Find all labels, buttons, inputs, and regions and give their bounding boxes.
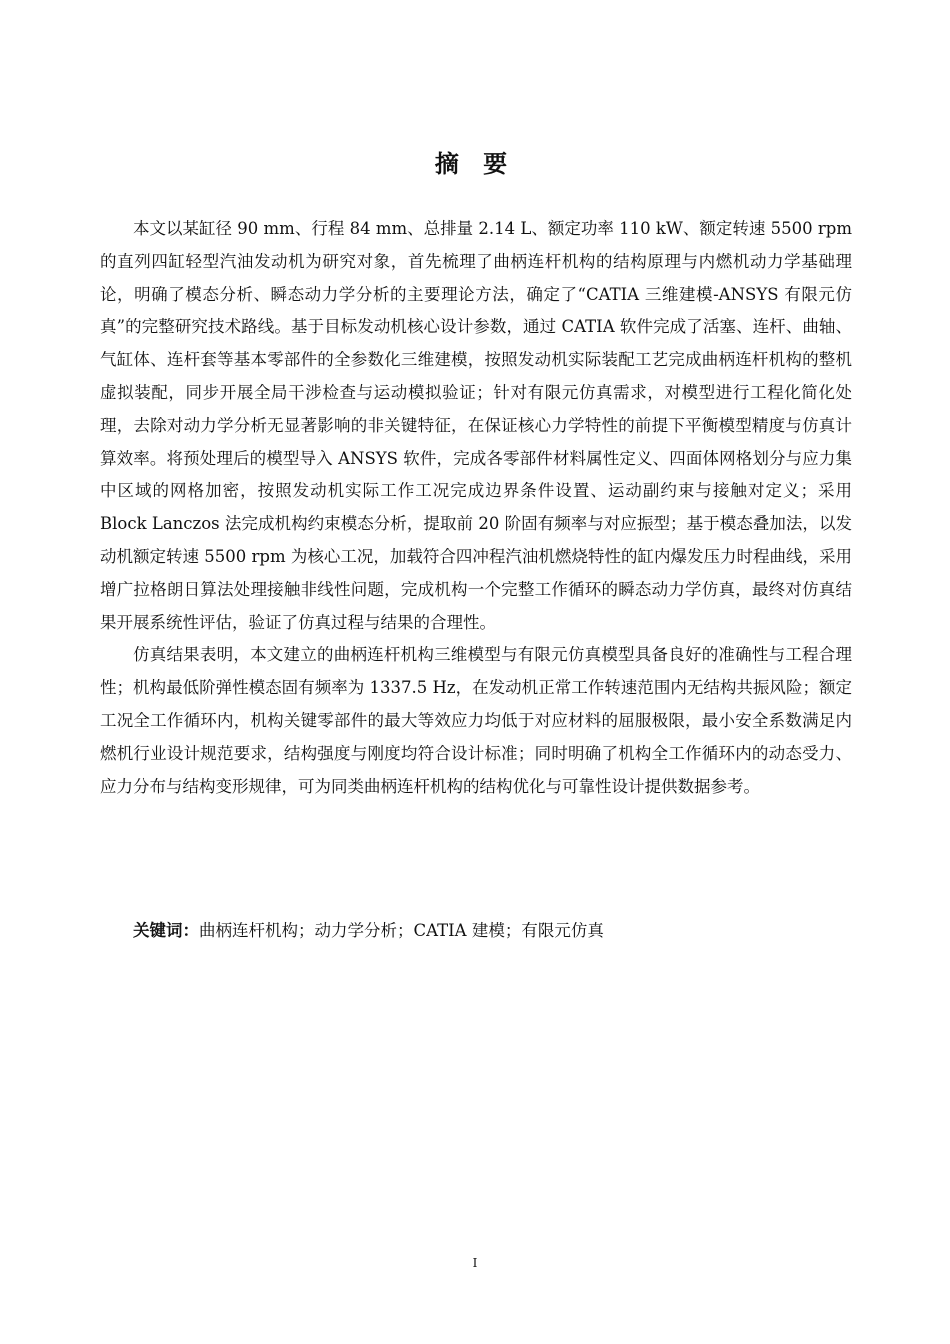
page-title: 摘 要 (434, 150, 516, 178)
page-number: I (472, 1256, 478, 1270)
keywords-text: 曲柄连杆机构；动力学分析；CATIA 建模；有限元仿真 (199, 921, 604, 940)
abstract-paragraph-1: 本文以某缸径 90 mm、行程 84 mm、总排量 2.14 L、额定功率 110 kW、额定转速 5500 rpm 的直列四缸轻型汽油发动机为研究对象，首先梳理了曲柄连杆机构的结构原理与内燃机动力学基础理论，明确了模态分析、瞬态动力学分析的主要理论方法，确定了“CATIA 三维建模-ANSYS 有限元仿真”的完整研究技术路线。基于目标发动机核心设计参数，通过 CATIA 软件完成了活塞、连杆、曲轴、气缸体、连杆套等基本零部件的全参数化三维建模，按照发动机实际装配工艺完成曲柄连杆机构的整机虚拟装配，同步开展全局干涉检查与运动模拟验证；针对有限元仿真需求，对模型进行工程化简化处理，去除对动力学分析无显著影响的非关键特征，在保证核心力学特性的前提下平衡模型精度与仿真计算效率。将预处理后的模型导入 ANSYS 软件，完成各零部件材料属性定义、四面体网格划分与应力集中区域的网格加密，按照发动机实际工作工况完成边界条件设置、运动副约束与接触对定义；采用 Block Lanczos 法完成机构约束模态分析，提取前 20 阶固有频率与对应振型；基于模态叠加法，以发动机额定转速 5500 rpm 为核心工况，加载符合四冲程汽油机燃烧特性的缸内爆发压力时程曲线，采用增广拉格朗日算法处理接触非线性问题，完成机构一个完整工作循环的瞬态动力学仿真，最终对仿真结果开展系统性评估，验证了仿真过程与结果的合理性。 (100, 219, 852, 632)
abstract-body (100, 213, 852, 803)
abstract-paragraph-2: 仿真结果表明，本文建立的曲柄连杆机构三维模型与有限元仿真模型具备良好的准确性与工程合理性；机构最低阶弹性模态固有频率为 1337.5 Hz，在发动机正常工作转速范围内无结构共振风险；额定工况全工作循环内，机构关键零部件的最大等效应力均低于对应材料的屈服极限，最小安全系数满足内燃机行业设计规范要求，结构强度与刚度均符合设计标准；同时明确了机构全工作循环内的动态受力、应力分布与结构变形规律，可为同类曲柄连杆机构的结构优化与可靠性设计提供数据参考。 (100, 645, 852, 796)
keywords-label: 关键词： (133, 921, 199, 940)
keywords-line (100, 914, 852, 947)
